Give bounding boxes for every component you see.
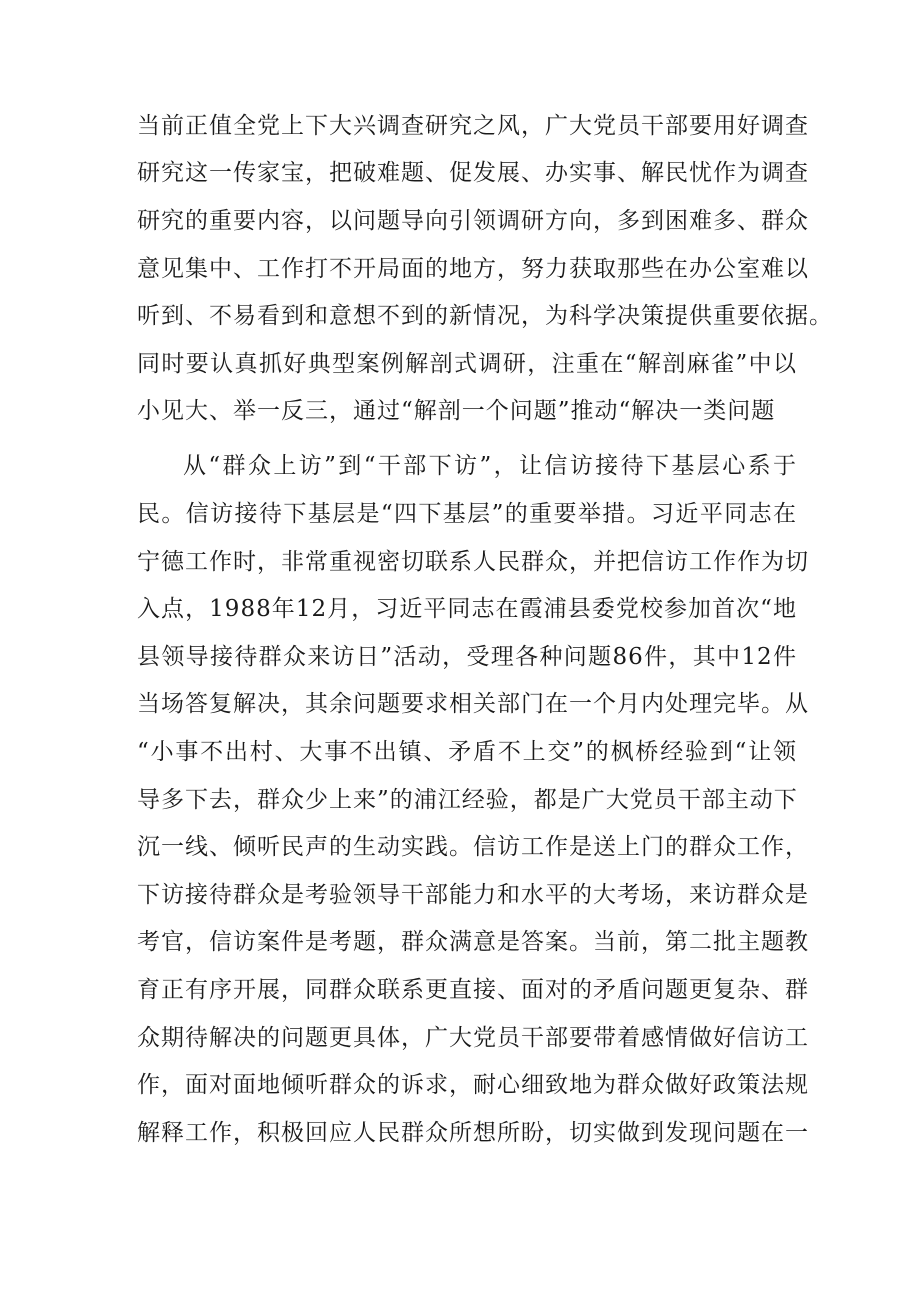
paragraph-line: 众期待解决的问题更具体，广大党员干部要带着感情做好信访工 — [137, 1025, 809, 1051]
paragraph-line: 小见大、举一反三，通过“解剖一个问题”推动“解决一类问题 — [137, 398, 776, 424]
paragraph-line: 听到、不易看到和意想不到的新情况，为科学决策提供重要依据。 — [137, 303, 833, 329]
paragraph-line: 导多下去，群众少上来”的浦江经验，都是广大党员干部主动下 — [137, 787, 798, 813]
paragraph-line: 下访接待群众是考验领导干部能力和水平的大考场，来访群众是 — [137, 882, 809, 908]
paragraph-line: 研究这一传家宝，把破难题、促发展、办实事、解民忧作为调查 — [137, 160, 809, 186]
paragraph-line: 研究的重要内容，以问题导向引领调研方向，多到困难多、群众 — [137, 208, 809, 234]
paragraph-line: 当前正值全党上下大兴调查研究之风，广大党员干部要用好调查 — [137, 113, 809, 139]
paragraph-line: “小事不出村、大事不出镇、矛盾不上交”的枫桥经验到“让领 — [137, 739, 797, 765]
paragraph-line: 宁德工作时，非常重视密切联系人民群众，并把信访工作作为切 — [137, 549, 809, 575]
paragraph-line: 沉一线、倾听民声的生动实践。信访工作是送上门的群众工作， — [137, 834, 809, 860]
paragraph-line: 解释工作，积极回应人民群众所想所盼，切实做到发现问题在一 — [137, 1120, 809, 1146]
paragraph-line: 民。信访接待下基层是“四下基层”的重要举措。习近平同志在 — [137, 501, 797, 527]
paragraph-line: 县领导接待群众来访日”活动，受理各种问题86件，其中12件 — [137, 644, 797, 670]
paragraph-line: 作，面对面地倾听群众的诉求，耐心细致地为群众做好政策法规 — [137, 1072, 809, 1098]
paragraph-line: 考官，信访案件是考题，群众满意是答案。当前，第二批主题教 — [137, 929, 809, 955]
paragraph-line: 当场答复解决，其余问题要求相关部门在一个月内处理完毕。从 — [137, 691, 809, 717]
paragraph-line: 从“群众上访”到“干部下访”，让信访接待下基层心系于 — [183, 453, 797, 479]
paragraph-line: 同时要认真抓好典型案例解剖式调研，注重在“解剖麻雀”中以 — [137, 351, 797, 377]
paragraph-line: 意见集中、工作打不开局面的地方，努力获取那些在办公室难以 — [137, 256, 809, 282]
paragraph-line: 育正有序开展，同群众联系更直接、面对的矛盾问题更复杂、群 — [137, 977, 809, 1003]
paragraph-line: 入点，1988年12月，习近平同志在霞浦县委党校参加首次“地 — [137, 596, 797, 622]
